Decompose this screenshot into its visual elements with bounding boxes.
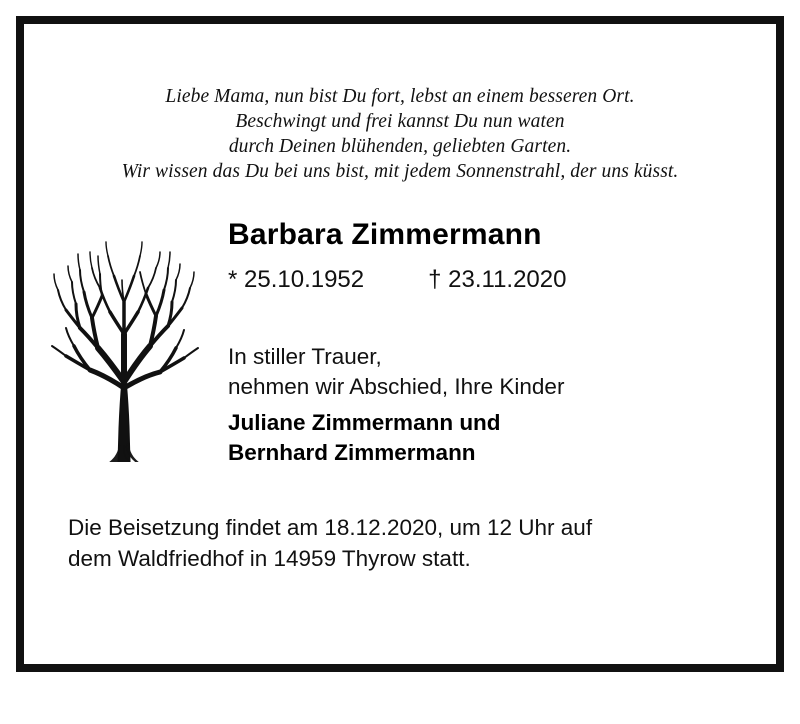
poem-line-3: durch Deinen blühenden, geliebten Garten.: [228, 136, 572, 157]
child-name-2: Bernhard Zimmermann: [228, 440, 476, 465]
obituary-notice-content: [24, 84, 776, 724]
obituary-notice-frame: [16, 16, 784, 672]
poem-line-4: Wir wissen das Du bei uns bist, mit jedem Sonnenstrahl, der uns küsst.: [121, 161, 679, 182]
poem-line-2: Beschwingt und frei kannst Du nun waten: [235, 111, 565, 132]
birth-date: * 25.10.1952: [228, 266, 365, 293]
child-name-1: Juliane Zimmermann und: [228, 410, 501, 435]
memorial-poem: [24, 84, 776, 184]
life-dates: [228, 266, 776, 294]
funeral-line-1: Die Beisetzung findet am 18.12.2020, um 12 Uhr auf: [68, 515, 593, 540]
surviving-children: [228, 408, 776, 468]
mourning-line-1: In stiller Trauer,: [228, 344, 382, 369]
funeral-line-2: dem Waldfriedhof in 14959 Thyrow statt.: [68, 546, 471, 571]
deceased-details-column: [224, 218, 776, 468]
bare-tree-illustration-icon: [36, 230, 212, 462]
illustration-column: [24, 218, 224, 462]
death-date: † 23.11.2020: [428, 266, 567, 293]
deceased-name: Barbara Zimmermann: [228, 218, 542, 251]
funeral-information: [24, 512, 776, 574]
obituary-main-row: [24, 218, 776, 468]
poem-line-1: Liebe Mama, nun bist Du fort, lebst an einem besseren Ort.: [165, 86, 635, 107]
mourning-line-2: nehmen wir Abschied, Ihre Kinder: [228, 374, 565, 399]
mourning-text: [228, 342, 776, 402]
